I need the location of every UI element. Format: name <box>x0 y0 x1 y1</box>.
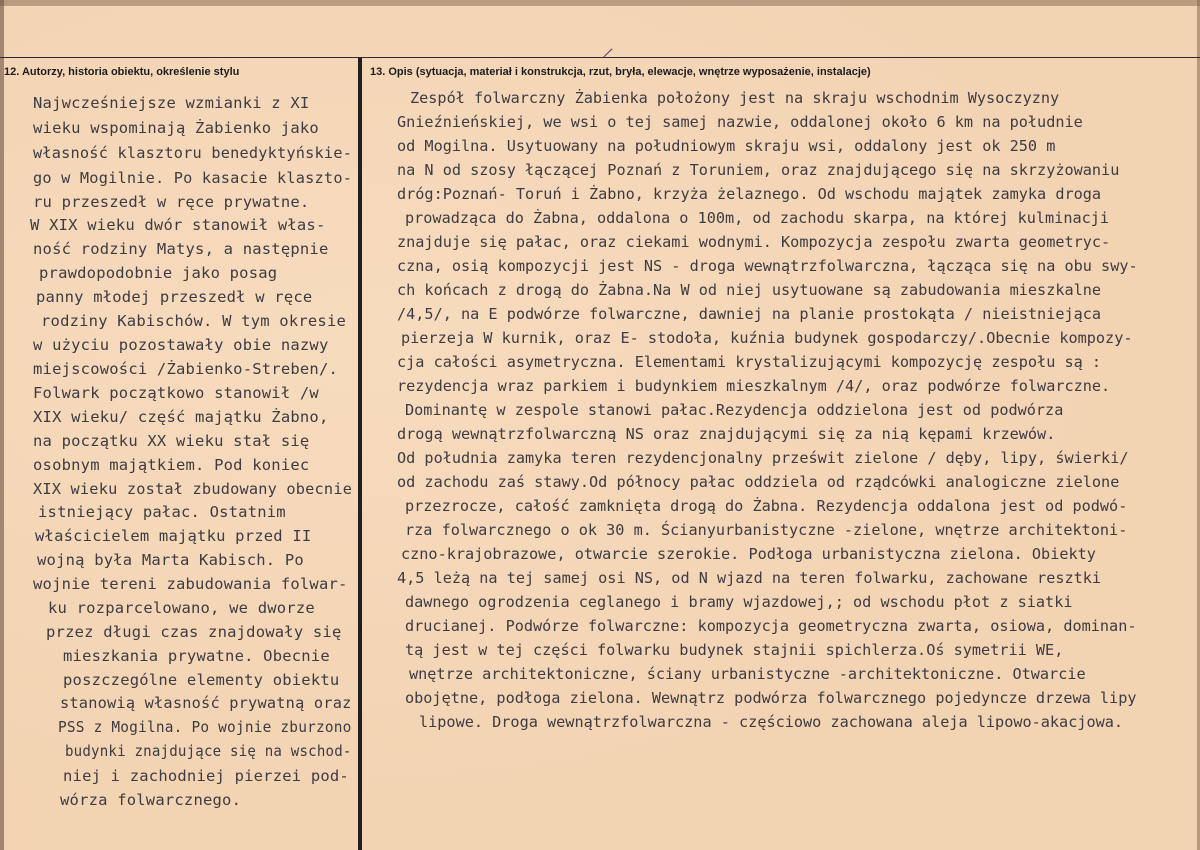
description-line: 4,5 leżą na tej samej osi NS, od N wjazd na teren folwarku, zachowane resztki <box>397 569 1102 587</box>
history-line: Najwcześniejsze wzmianki z XI <box>33 94 310 112</box>
description-line: wnętrze architektoniczne, ściany urbanistyczne -architektoniczne. Otwarcie <box>409 665 1086 683</box>
history-line: rodziny Kabischów. W tym okresie <box>41 312 347 330</box>
description-line: dróg:Poznań- Toruń i Żabno, krzyża żelaznego. Od wschodu majątek zamyka droga <box>397 185 1102 203</box>
description-line: obojętne, podłoga zielona. Wewnątrz podwórza folwarcznego pojedyncze drzewa lipy <box>405 689 1137 707</box>
description-line: na N od szosy łączącej Poznań z Toruniem, oraz znajdującego się na skrzyżowaniu <box>397 161 1120 179</box>
history-line: przez długi czas znajdowały się <box>46 623 342 641</box>
description-line: /4,5/, na E podwórze folwarczne, dawniej na planie prostokąta / nieistniejąca <box>397 305 1102 323</box>
history-line: ku rozparcelowano, we dworze <box>48 599 315 617</box>
description-line: lipowe. Droga wewnątrzfolwarczna - częściowo zachowana aleja lipowo-akacjowa. <box>419 713 1124 731</box>
history-line: właścicielem majątku przed II <box>35 527 312 545</box>
history-line: wojną była Marta Kabisch. Po <box>37 551 304 569</box>
history-line: w użyciu pozostawały obie nazwy <box>33 336 329 354</box>
history-line: niej i zachodniej pierzei pod- <box>63 767 349 785</box>
history-line: prawdopodobnie jako posag <box>39 264 278 282</box>
history-line: wieku wspominają Żabienko jako <box>33 119 319 137</box>
description-line: Gnieźnieńskiej, we wsi o tej samej nazwie, oddalonej około 6 km na południe <box>397 113 1083 131</box>
history-line: istniejący pałac. Ostatnim <box>38 503 286 521</box>
history-line: panny młodej przeszedł w ręce <box>36 288 313 306</box>
history-line: miejscowości /Żabienko-Streben/. <box>33 360 339 378</box>
description-line: ch końcach z drogą do Żabna.Na W od niej usytuowane są zabudowania mieszkalne <box>397 281 1102 299</box>
history-line: XIX wieku został zbudowany obecnie <box>33 480 353 498</box>
sheet-left-edge <box>0 0 4 850</box>
description-line: Dominantę w zespole stanowi pałac.Rezydencja oddzielona jest od podwórza <box>405 401 1064 419</box>
description-line: dawnego ogrodzenia ceglanego i bramy wjazdowej,; od wschodu płot z siatki <box>405 593 1073 611</box>
history-line: wojnie tereni zabudowania folwar- <box>33 575 348 593</box>
description-line: czna, osią kompozycji jest NS - droga wewnątrzfolwarczna, łącząca się na obu swy- <box>397 257 1138 275</box>
history-line: PSS z Mogilna. Po wojnie zburzono <box>58 718 352 736</box>
description-line: Od południa zamyka teren rezydencjonalny prześwit zielone / dęby, lipy, świerki/ <box>397 449 1129 467</box>
description-line: drogą wewnątrzfolwarczną NS oraz znajdującymi się za nią kępami krzewów. <box>397 425 1056 443</box>
description-line: Zespół folwarczny Żabienka położony jest na skraju wschodnim Wysoczyzny <box>410 89 1060 107</box>
history-line: W XIX wieku dwór stanowił włas- <box>30 216 326 234</box>
history-line: go w Mogilnie. Po kasacie klaszto- <box>33 169 353 187</box>
history-line: mieszkania prywatne. Obecnie <box>63 647 330 665</box>
description-line: od Mogilna. Usytuowany na południowym skraju wsi, oddalony jest ok 250 m <box>397 137 1056 155</box>
pencil-mark: / <box>601 45 615 62</box>
description-line: rza folwarcznego o ok 30 m. Ścianyurbanistyczne -zielone, wnętrze architektoni- <box>405 521 1128 539</box>
section-13-heading: 13. Opis (sytuacja, materiał i konstrukcja, rzut, bryła, elewacje, wnętrze wyposażenie, instalacje) <box>370 66 871 78</box>
description-line: rezydencja wraz parkiem i budynkiem mieszkalnym /4/, oraz podwórze folwarczne. <box>397 377 1111 395</box>
sheet-top-edge <box>0 0 1200 6</box>
history-line: ru przeszedł w ręce prywatne. <box>33 193 310 211</box>
description-line: czno-krajobrazowe, otwarcie szerokie. Podłoga urbanistyczna zielona. Obiekty <box>401 545 1096 563</box>
description-line: pierzeja W kurnik, oraz E- stodoła, kuźnia budynek gospodarczy/.Obecnie kompozy- <box>401 329 1133 347</box>
history-line: osobnym majątkiem. Pod koniec <box>33 456 310 474</box>
description-line: tą jest w tej części folwarku budynek stajnii spichlerza.Oś symetrii WE, <box>405 641 1064 659</box>
history-line: XIX wieku/ część majątku Żabno, <box>33 408 329 426</box>
section-12-heading: 12. Autorzy, historia obiektu, określenie stylu <box>4 66 240 78</box>
history-line: budynki znajdujące się na wschod- <box>65 742 352 760</box>
description-line: przezrocze, całość zamknięta drogą do Żabna. Rezydencja oddalona jest od podwó- <box>405 497 1128 515</box>
description-line: znajduje się pałac, oraz ciekami wodnymi. Kompozycja zespołu zwarta geometryc- <box>397 233 1111 251</box>
history-line: stanowią własność prywatną oraz <box>60 694 352 712</box>
column-divider <box>358 58 362 850</box>
description-line: drucianej. Podwórze folwarczne: kompozycja geometryczna zwarta, osiowa, dominan- <box>405 617 1137 635</box>
history-line: ność rodziny Matys, a następnie <box>33 240 329 258</box>
description-line: od zachodu zaś stawy.Od północy pałac oddziela od rządcówki analogiczne zielone <box>397 473 1120 491</box>
history-line: poszczególne elementy obiektu <box>63 671 340 689</box>
history-line: własność klasztoru benedyktyńskie- <box>33 144 353 162</box>
history-line: wórza folwarcznego. <box>60 791 242 809</box>
header-rule <box>0 57 1200 58</box>
description-line: cja całości asymetryczna. Elementami krystalizującymi kompozycję zespołu są : <box>397 353 1102 371</box>
description-line: prowadząca do Żabna, oddalona o 100m, od zachodu skarpa, na której kulminacji <box>405 209 1110 227</box>
history-line: na początku XX wieku stał się <box>33 432 310 450</box>
history-line: Folwark początkowo stanowił /w <box>33 384 319 402</box>
